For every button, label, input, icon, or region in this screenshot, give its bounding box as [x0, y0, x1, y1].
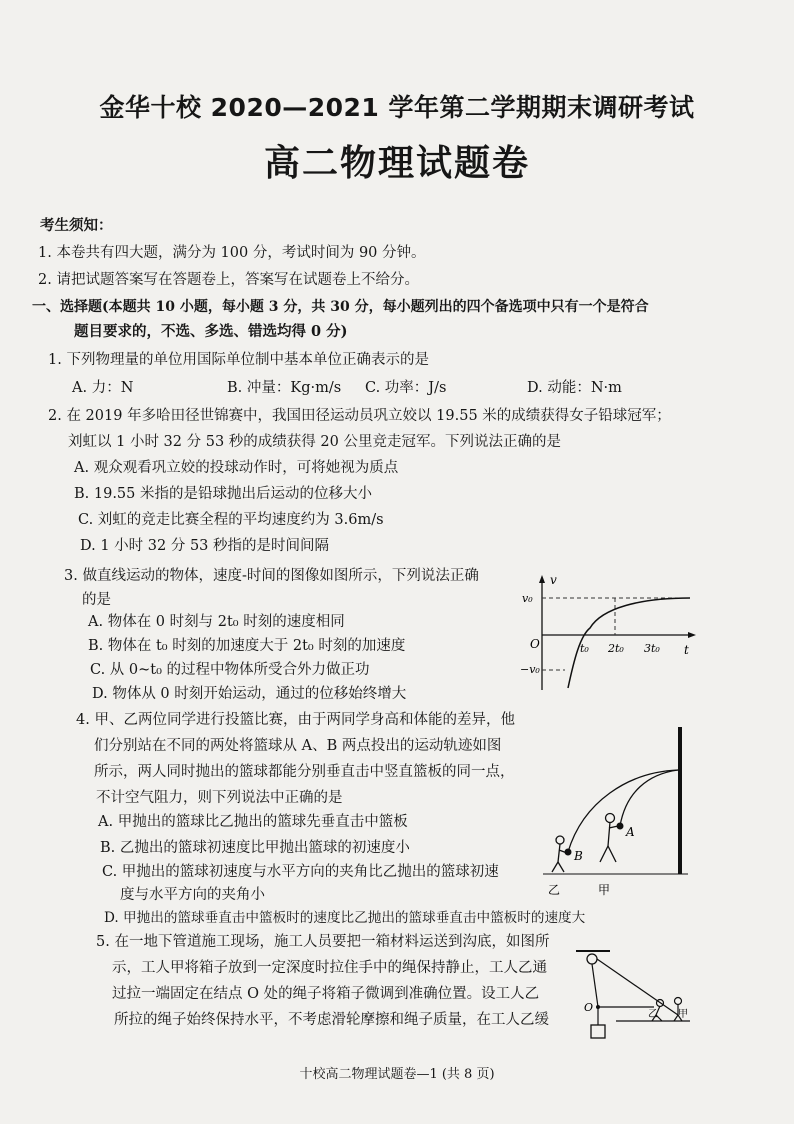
origin-label: O — [530, 637, 540, 651]
trajectory-jia — [620, 770, 678, 826]
q4-stem: 4. 甲、乙两位同学进行投篮比赛，由于两同学身高和体能的差异，他 — [76, 712, 515, 728]
q3-option-a: A. 物体在 0 时刻与 2t₀ 时刻的速度相同 — [88, 614, 345, 630]
q3-stem: 3. 做直线运动的物体，速度-时间的图像如图所示，下列说法正确 — [64, 568, 479, 584]
q5-stem-4: 所拉的绳子始终保持水平，不考虑滑轮摩擦和绳子质量，在工人乙缓 — [114, 1012, 549, 1028]
t-axis-label: t — [684, 643, 689, 657]
q3-vt-graph — [520, 570, 700, 695]
notice-item-1: 1. 本卷共有四大题，满分为 100 分，考试时间为 90 分钟。 — [38, 245, 426, 261]
q4-option-d: D. 甲抛出的篮球垂直击中篮板时的速度比乙抛出的篮球垂直击中篮板时的速度大 — [104, 910, 586, 926]
q2-stem: 2. 在 2019 年多哈田径世锦赛中，我国田径运动员巩立姣以 19.55 米的成绩获得女子铅球冠军； — [48, 408, 671, 424]
exam-subtitle: 高二物理试题卷 — [263, 143, 530, 184]
q2-option-b: B. 19.55 米指的是铅球抛出后运动的位移大小 — [74, 486, 372, 502]
neg-v0-label: −v₀ — [520, 663, 540, 676]
section-heading: 一、选择题(本题共 10 小题，每小题 3 分，共 30 分，每小题列出的四个备选项中只有一个是符合 — [32, 299, 649, 315]
q4-stem-4: 不计空气阻力，则下列说法中正确的是 — [96, 790, 343, 806]
q1-option-d: D. 动能：N·m — [527, 380, 622, 396]
v0-label: v₀ — [522, 592, 533, 605]
notice-heading: 考生须知： — [40, 217, 113, 234]
person-yi-icon — [552, 836, 567, 872]
pulley-wheel — [587, 954, 597, 964]
material-box — [591, 1025, 605, 1038]
q4-option-c: C. 甲抛出的篮球初速度与水平方向的夹角比乙抛出的篮球初速 — [102, 864, 499, 880]
q5-stem: 5. 在一地下管道施工现场，施工人员要把一箱材料运送到沟底，如图所 — [96, 934, 550, 950]
q1-option-a: A. 力：N — [72, 380, 134, 396]
person-jia-label: 甲 — [678, 1009, 688, 1020]
q1-option-b: B. 冲量：Kg·m/s — [227, 380, 342, 396]
q2-option-c: C. 刘虹的竞走比赛全程的平均速度约为 3.6m/s — [78, 512, 384, 528]
trajectory-yi — [568, 770, 678, 852]
notice-item-2: 2. 请把试题答案写在答题卷上，答案写在试题卷上不给分。 — [38, 272, 419, 288]
q4-basketball-figure — [538, 722, 694, 902]
q3-option-b: B. 物体在 t₀ 时刻的加速度大于 2t₀ 时刻的加速度 — [88, 638, 406, 654]
q4-option-a: A. 甲抛出的篮球比乙抛出的篮球先垂直击中篮板 — [98, 814, 408, 830]
point-a-label: A — [626, 825, 635, 839]
t0-tick-label: t₀ — [580, 642, 589, 655]
q4-stem-2: 们分别站在不同的两处将篮球从 A、B 两点投出的运动轨迹如图 — [94, 738, 502, 754]
q1-options — [72, 378, 712, 398]
person-yi-label: 乙 — [648, 1009, 658, 1020]
point-b-label: B — [574, 849, 583, 863]
q4-stem-3: 所示，两人同时抛出的篮球都能分别垂直击中竖直篮板的同一点， — [94, 764, 515, 780]
v-axis-label: v — [550, 573, 557, 587]
exam-title: 金华十校 2020—2021 学年第二学期期末调研考试 — [99, 93, 695, 122]
q4-option-c-cont: 度与水平方向的夹角小 — [120, 887, 265, 903]
q3-option-d: D. 物体从 0 时刻开始运动，通过的位移始终增大 — [92, 686, 407, 702]
page-footer: 十校高二物理试题卷—1 (共 8 页) — [299, 1067, 495, 1082]
q1-stem: 1. 下列物理量的单位用国际单位制中基本单位正确表示的是 — [48, 352, 429, 368]
q5-stem-3: 过拉一端固定在结点 O 处的绳子将箱子微调到准确位置。设工人乙 — [112, 986, 540, 1002]
q3-stem-cont: 的是 — [82, 592, 111, 608]
q2-option-a: A. 观众观看巩立姣的投球动作时，可将她视为质点 — [74, 460, 399, 476]
q1-option-c: C. 功率：J/s — [365, 380, 447, 396]
person-jia-icon — [600, 814, 618, 863]
q5-stem-2: 示，工人甲将箱子放到一定深度时拉住手中的绳保持静止，工人乙通 — [112, 960, 547, 976]
v-axis-arrow — [539, 575, 545, 583]
q5-pulley-figure — [566, 945, 690, 1045]
section-heading-cont: 题目要求的，不选、多选、错选均得 0 分) — [74, 323, 348, 340]
t3-tick-label: 3t₀ — [644, 642, 660, 655]
t-axis-arrow — [688, 632, 696, 638]
q3-option-c: C. 从 0~t₀ 的过程中物体所受合外力做正功 — [90, 662, 370, 678]
q4-option-b: B. 乙抛出的篮球初速度比甲抛出篮球的初速度小 — [100, 840, 410, 856]
person-jia-label: 甲 — [598, 883, 611, 897]
point-o-label: O — [584, 1001, 594, 1014]
person-yi-label: 乙 — [548, 883, 561, 897]
t2-tick-label: 2t₀ — [608, 642, 624, 655]
q2-stem-cont: 刘虹以 1 小时 32 分 53 秒的成绩获得 20 公里竞走冠军。下列说法正确的是 — [68, 434, 561, 450]
q2-option-d: D. 1 小时 32 分 53 秒指的是时间间隔 — [80, 538, 329, 554]
